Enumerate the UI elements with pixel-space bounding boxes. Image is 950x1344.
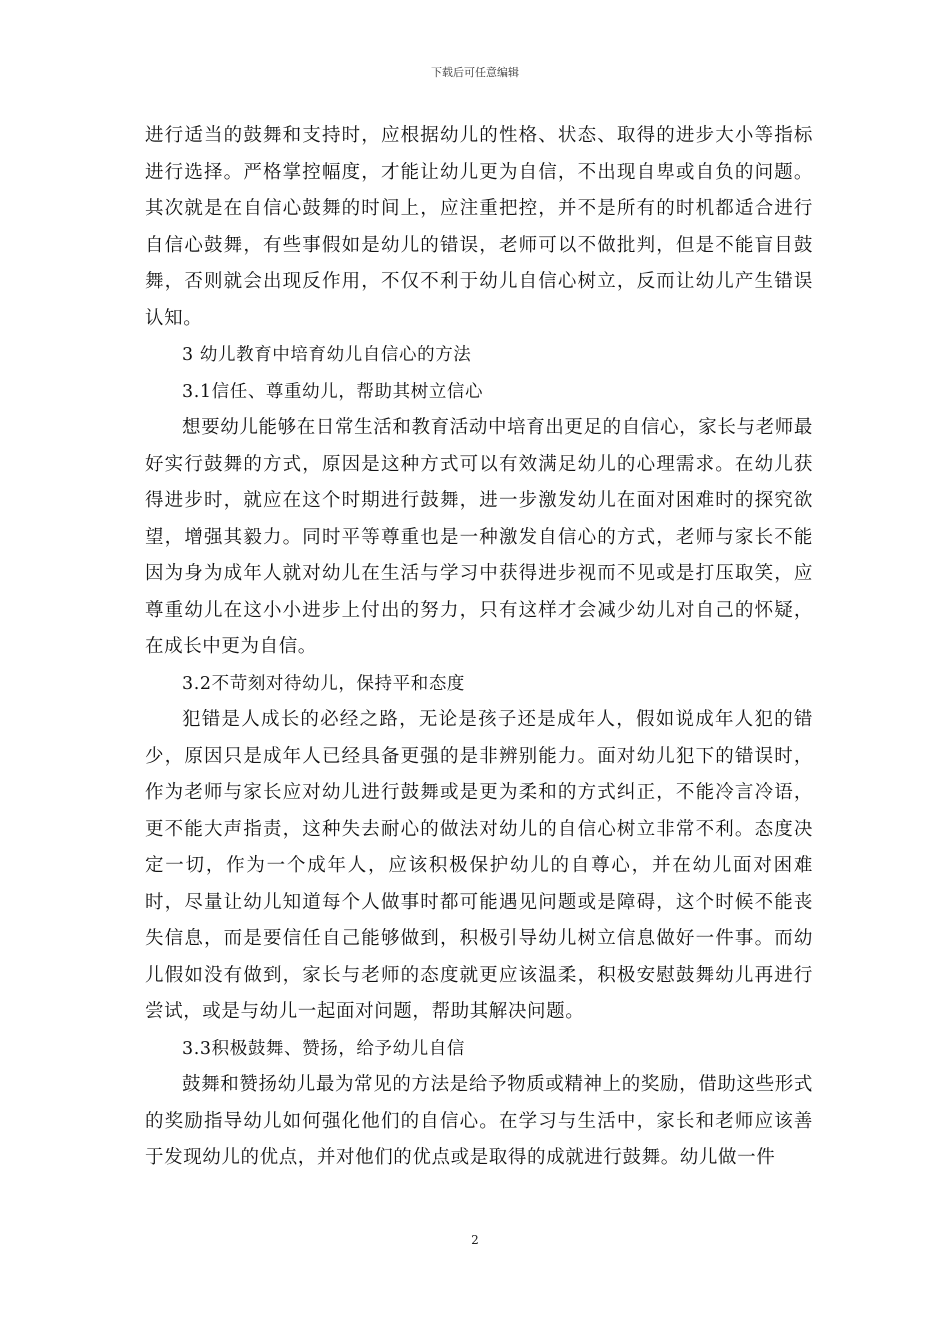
paragraph-gentle-attitude: 犯错是人成长的必经之路，无论是孩子还是成年人，假如说成年人犯的错少，原因只是成年人已经具备更强的是非辨别能力。面对幼儿犯下的错误时，作为老师与家长应对幼儿进行鼓舞或是更为柔和的方式纠正，不能冷言冷语，更不能大声指责，这种失去耐心的做法对幼儿的自信心树立非常不利。态度决定一切，作为一个成年人，应该积极保护幼儿的自尊心，并在幼儿面对困难时，尽量让幼儿知道每个人做事时都可能遇见问题或是障碍，这个时候不能丧失信息，而是要信任自己能够做到，积极引导幼儿树立信息做好一件事。而幼儿假如没有做到，家长与老师的态度就更应该温柔，积极安慰鼓舞幼儿再进行尝试，或是与幼儿一起面对问题，帮助其解决问题。 bbox=[145, 709, 813, 1022]
paragraph-encourage-praise: 鼓舞和赞扬幼儿最为常见的方法是给予物质或精神上的奖励，借助这些形式的奖励指导幼儿如何强化他们的自信心。在学习与生活中，家长和老师应该善于发现幼儿的优点，并对他们的优点或是取得的成就进行鼓舞。幼儿做一件 bbox=[145, 1074, 813, 1168]
page-number: 2 bbox=[471, 1233, 479, 1247]
section-heading-3: 3 幼儿教育中培育幼儿自信心的方法 bbox=[182, 345, 472, 365]
paragraph-trust-respect: 想要幼儿能够在日常生活和教育活动中培育出更足的自信心，家长与老师最好实行鼓舞的方式，原因是这种方式可以有效满足幼儿的心理需求。在幼儿获得进步时，就应在这个时期进行鼓舞，进一步激发幼儿在面对困难时的探究欲望，增强其毅力。同时平等尊重也是一种激发自信心的方式，老师与家长不能因为身为成年人就对幼儿在生活与学习中获得进步视而不见或是打压取笑，应尊重幼儿在这小小进步上付出的努力，只有这样才会减少幼儿对自己的怀疑，在成长中更为自信。 bbox=[145, 417, 813, 657]
document-body bbox=[145, 118, 813, 1177]
page-header: 下载后可任意编辑 bbox=[431, 66, 519, 79]
subsection-heading-3-2: 3.2不苛刻对待幼儿，保持平和态度 bbox=[182, 673, 466, 694]
subsection-heading-3-3: 3.3积极鼓舞、赞扬，给予幼儿自信 bbox=[182, 1038, 466, 1059]
paragraph-continuation: 进行适当的鼓舞和支持时，应根据幼儿的性格、状态、取得的进步大小等指标进行选择。严格掌控幅度，才能让幼儿更为自信，不出现自卑或自负的问题。其次就是在自信心鼓舞的时间上，应注重把控，并不是所有的时机都适合进行自信心鼓舞，有些事假如是幼儿的错误，老师可以不做批判，但是不能盲目鼓舞，否则就会出现反作用，不仅不利于幼儿自信心树立，反而让幼儿产生错误认知。 bbox=[145, 125, 813, 329]
subsection-heading-3-1: 3.1信任、尊重幼儿，帮助其树立信心 bbox=[182, 381, 484, 402]
